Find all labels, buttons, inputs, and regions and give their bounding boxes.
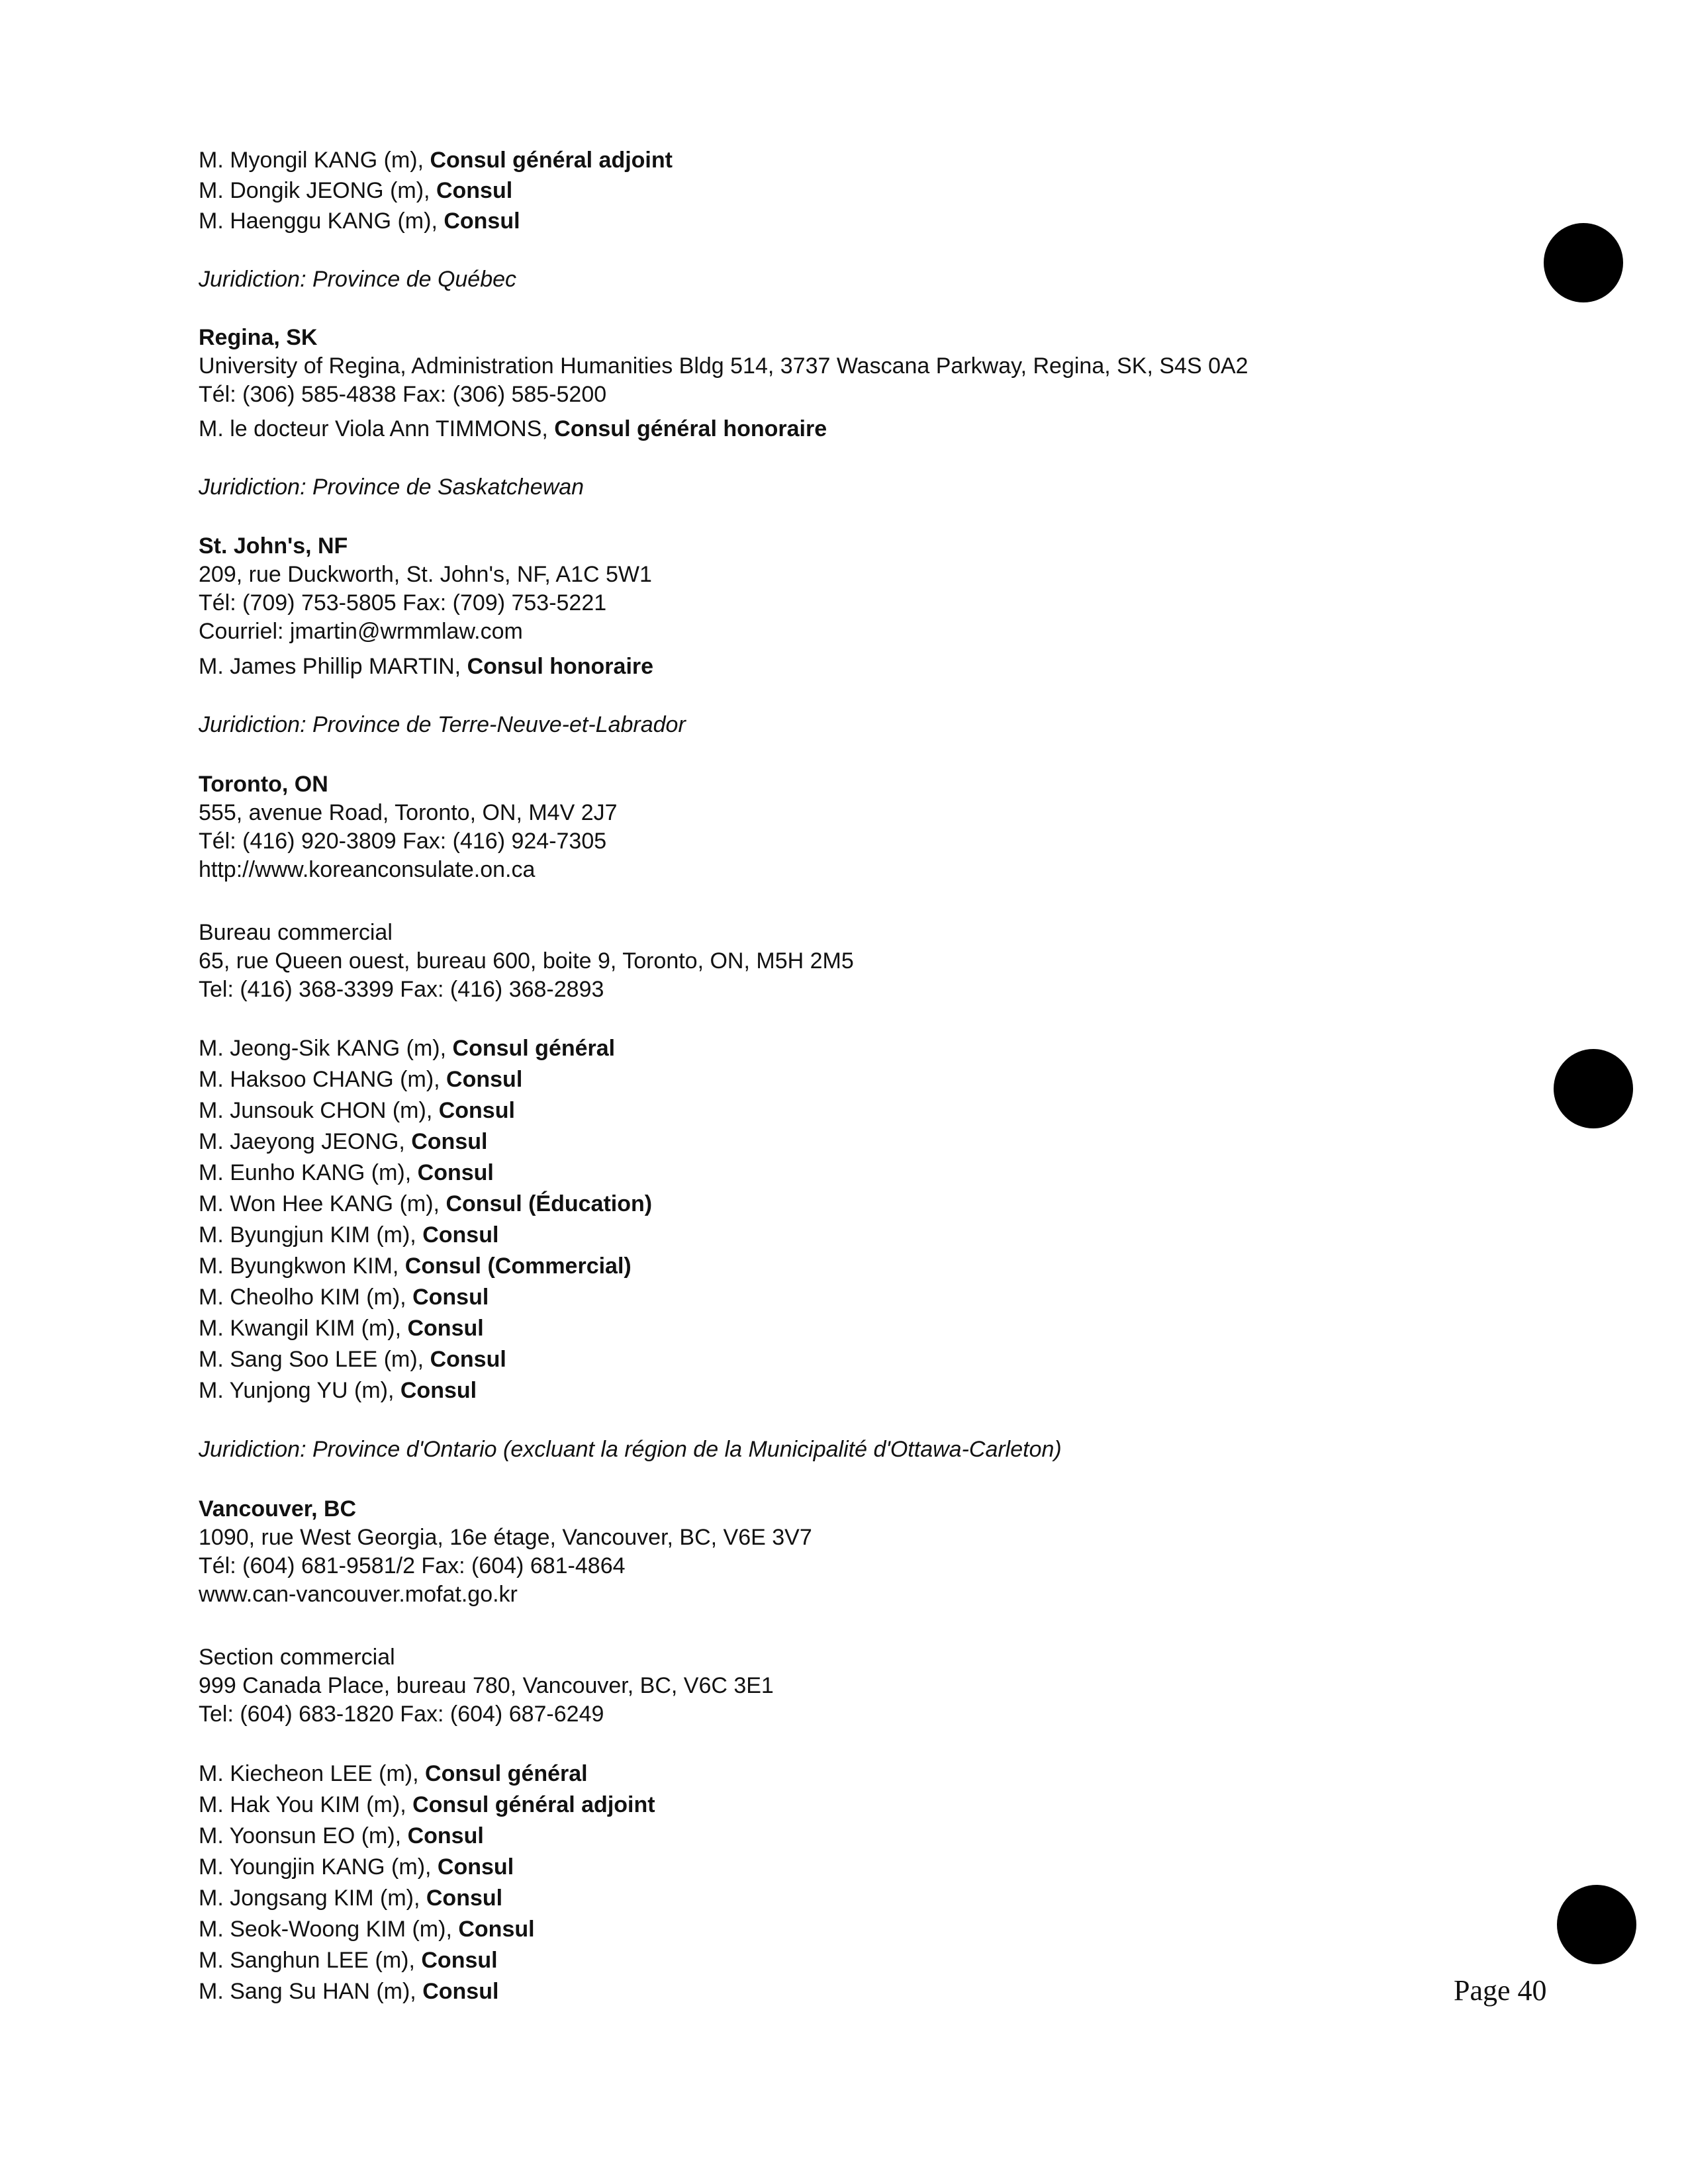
staff-name: M. Jongsang KIM (m), [199, 1886, 426, 1911]
staff-title: Consul [412, 1285, 489, 1310]
staff-line [199, 177, 512, 204]
staff-line [199, 147, 673, 173]
email-stjohns: Courriel: jmartin@wrmmlaw.com [199, 619, 523, 644]
staff-title: Consul général adjoint [412, 1792, 655, 1817]
staff-title: Consul [430, 1347, 506, 1372]
staff-title: Consul [407, 1823, 484, 1848]
staff-title: Consul [422, 1222, 499, 1248]
staff-name: M. Haenggu KANG (m), [199, 208, 444, 234]
staff-line [199, 1792, 655, 1818]
staff-line [199, 1854, 514, 1880]
staff-name: M. Eunho KANG (m), [199, 1160, 418, 1185]
staff-name: M. Youngjin KANG (m), [199, 1854, 438, 1880]
staff-name: M. Kwangil KIM (m), [199, 1316, 408, 1341]
staff-name: M. Byungjun KIM (m), [199, 1222, 423, 1248]
staff-name: M. Won Hee KANG (m), [199, 1191, 446, 1216]
phone-regina: Tél: (306) 585-4838 Fax: (306) 585-5200 [199, 382, 607, 407]
staff-name: M. Yoonsun EO (m), [199, 1823, 408, 1848]
office-phone-toronto: Tel: (416) 368-3399 Fax: (416) 368-2893 [199, 977, 604, 1002]
staff-line [199, 1947, 498, 1974]
staff-line [199, 1222, 498, 1248]
staff-name: M. Seok-Woong KIM (m), [199, 1917, 459, 1942]
address-stjohns: 209, rue Duckworth, St. John's, NF, A1C 5W1 [199, 562, 652, 587]
jurisdiction-ontario: Juridiction: Province d'Ontario (excluant la région de la Municipalité d'Ottawa-Carleton) [199, 1437, 1062, 1462]
staff-title: Consul [437, 1854, 514, 1880]
staff-title: Consul [446, 1067, 523, 1092]
staff-line [199, 416, 827, 442]
staff-title: Consul [438, 1098, 515, 1123]
staff-name: M. Myongil KANG (m), [199, 148, 430, 173]
staff-line [199, 1823, 484, 1849]
address-regina: University of Regina, Administration Humanities Bldg 514, 3737 Wascana Parkway, Regina, SK, S4S 0A2 [199, 353, 1248, 379]
web-toronto: http://www.koreanconsulate.on.ca [199, 857, 536, 882]
staff-line [199, 1978, 498, 2005]
staff-line [199, 208, 520, 234]
staff-line [199, 1097, 515, 1124]
heading-regina: Regina, SK [199, 325, 318, 350]
staff-line [199, 1885, 502, 1911]
staff-title: Consul [458, 1917, 535, 1942]
staff-name: M. Cheolho KIM (m), [199, 1285, 413, 1310]
jurisdiction-quebec: Juridiction: Province de Québec [199, 267, 517, 292]
staff-title: Consul (Éducation) [445, 1191, 653, 1216]
staff-title: Consul [436, 178, 513, 203]
staff-title: Consul [417, 1160, 494, 1185]
address-toronto: 555, avenue Road, Toronto, ON, M4V 2J7 [199, 800, 618, 825]
staff-title: Consul général [425, 1761, 588, 1786]
staff-line [199, 1315, 484, 1342]
phone-stjohns: Tél: (709) 753-5805 Fax: (709) 753-5221 [199, 590, 607, 615]
staff-title: Consul [444, 208, 520, 234]
staff-name: M. le docteur Viola Ann TIMMONS, [199, 416, 555, 441]
staff-line [199, 1191, 652, 1217]
jurisdiction-newfoundland: Juridiction: Province de Terre-Neuve-et-Labrador [199, 712, 686, 737]
staff-line [199, 1377, 477, 1404]
staff-line [199, 1284, 489, 1310]
punch-hole [1554, 1049, 1633, 1128]
office-label-vancouver: Section commercial [199, 1645, 395, 1670]
staff-title: Consul général honoraire [554, 416, 827, 441]
staff-title: Consul [400, 1378, 477, 1403]
staff-line [199, 1128, 487, 1155]
staff-name: M. Sang Su HAN (m), [199, 1979, 423, 2004]
heading-stjohns: St. John's, NF [199, 533, 348, 559]
staff-name: M. Yunjong YU (m), [199, 1378, 400, 1403]
jurisdiction-saskatchewan: Juridiction: Province de Saskatchewan [199, 475, 585, 500]
staff-name: M. Sang Soo LEE (m), [199, 1347, 430, 1372]
office-phone-vancouver: Tel: (604) 683-1820 Fax: (604) 687-6249 [199, 1702, 604, 1727]
staff-line [199, 1760, 588, 1787]
office-label-toronto: Bureau commercial [199, 920, 393, 945]
office-address-toronto: 65, rue Queen ouest, bureau 600, boite 9, Toronto, ON, M5H 2M5 [199, 948, 854, 974]
staff-title: Consul général adjoint [430, 148, 673, 173]
punch-hole [1544, 223, 1623, 302]
staff-title: Consul [421, 1948, 498, 1973]
staff-title: Consul honoraire [467, 654, 654, 679]
staff-line [199, 1253, 632, 1279]
staff-line [199, 1160, 494, 1186]
staff-name: M. Jeong-Sik KANG (m), [199, 1036, 453, 1061]
staff-title: Consul [407, 1316, 484, 1341]
staff-name: M. Haksoo CHANG (m), [199, 1067, 447, 1092]
address-vancouver: 1090, rue West Georgia, 16e étage, Vancouver, BC, V6E 3V7 [199, 1525, 812, 1550]
staff-title: Consul général [452, 1036, 616, 1061]
staff-name: M. Junsouk CHON (m), [199, 1098, 439, 1123]
staff-title: Consul [411, 1129, 488, 1154]
staff-line [199, 653, 653, 680]
heading-toronto: Toronto, ON [199, 772, 328, 797]
staff-line [199, 1916, 535, 1942]
office-address-vancouver: 999 Canada Place, bureau 780, Vancouver, BC, V6C 3E1 [199, 1673, 774, 1698]
staff-title: Consul [422, 1979, 499, 2004]
phone-toronto: Tél: (416) 920-3809 Fax: (416) 924-7305 [199, 829, 607, 854]
staff-name: M. Hak You KIM (m), [199, 1792, 413, 1817]
phone-vancouver: Tél: (604) 681-9581/2 Fax: (604) 681-4864 [199, 1553, 626, 1578]
staff-name: M. Dongik JEONG (m), [199, 178, 436, 203]
heading-vancouver: Vancouver, BC [199, 1496, 357, 1522]
staff-name: M. Kiecheon LEE (m), [199, 1761, 426, 1786]
staff-name: M. Jaeyong JEONG, [199, 1129, 412, 1154]
staff-line [199, 1035, 615, 1062]
staff-title: Consul (Commercial) [404, 1253, 632, 1279]
staff-line [199, 1346, 506, 1373]
staff-title: Consul [426, 1886, 503, 1911]
staff-name: M. Byungkwon KIM, [199, 1253, 405, 1279]
web-vancouver: www.can-vancouver.mofat.go.kr [199, 1582, 518, 1607]
staff-name: M. Sanghun LEE (m), [199, 1948, 422, 1973]
staff-name: M. James Phillip MARTIN, [199, 654, 467, 679]
page-number: Page 40 [1454, 1974, 1547, 2007]
staff-line [199, 1066, 522, 1093]
punch-hole [1557, 1885, 1636, 1964]
